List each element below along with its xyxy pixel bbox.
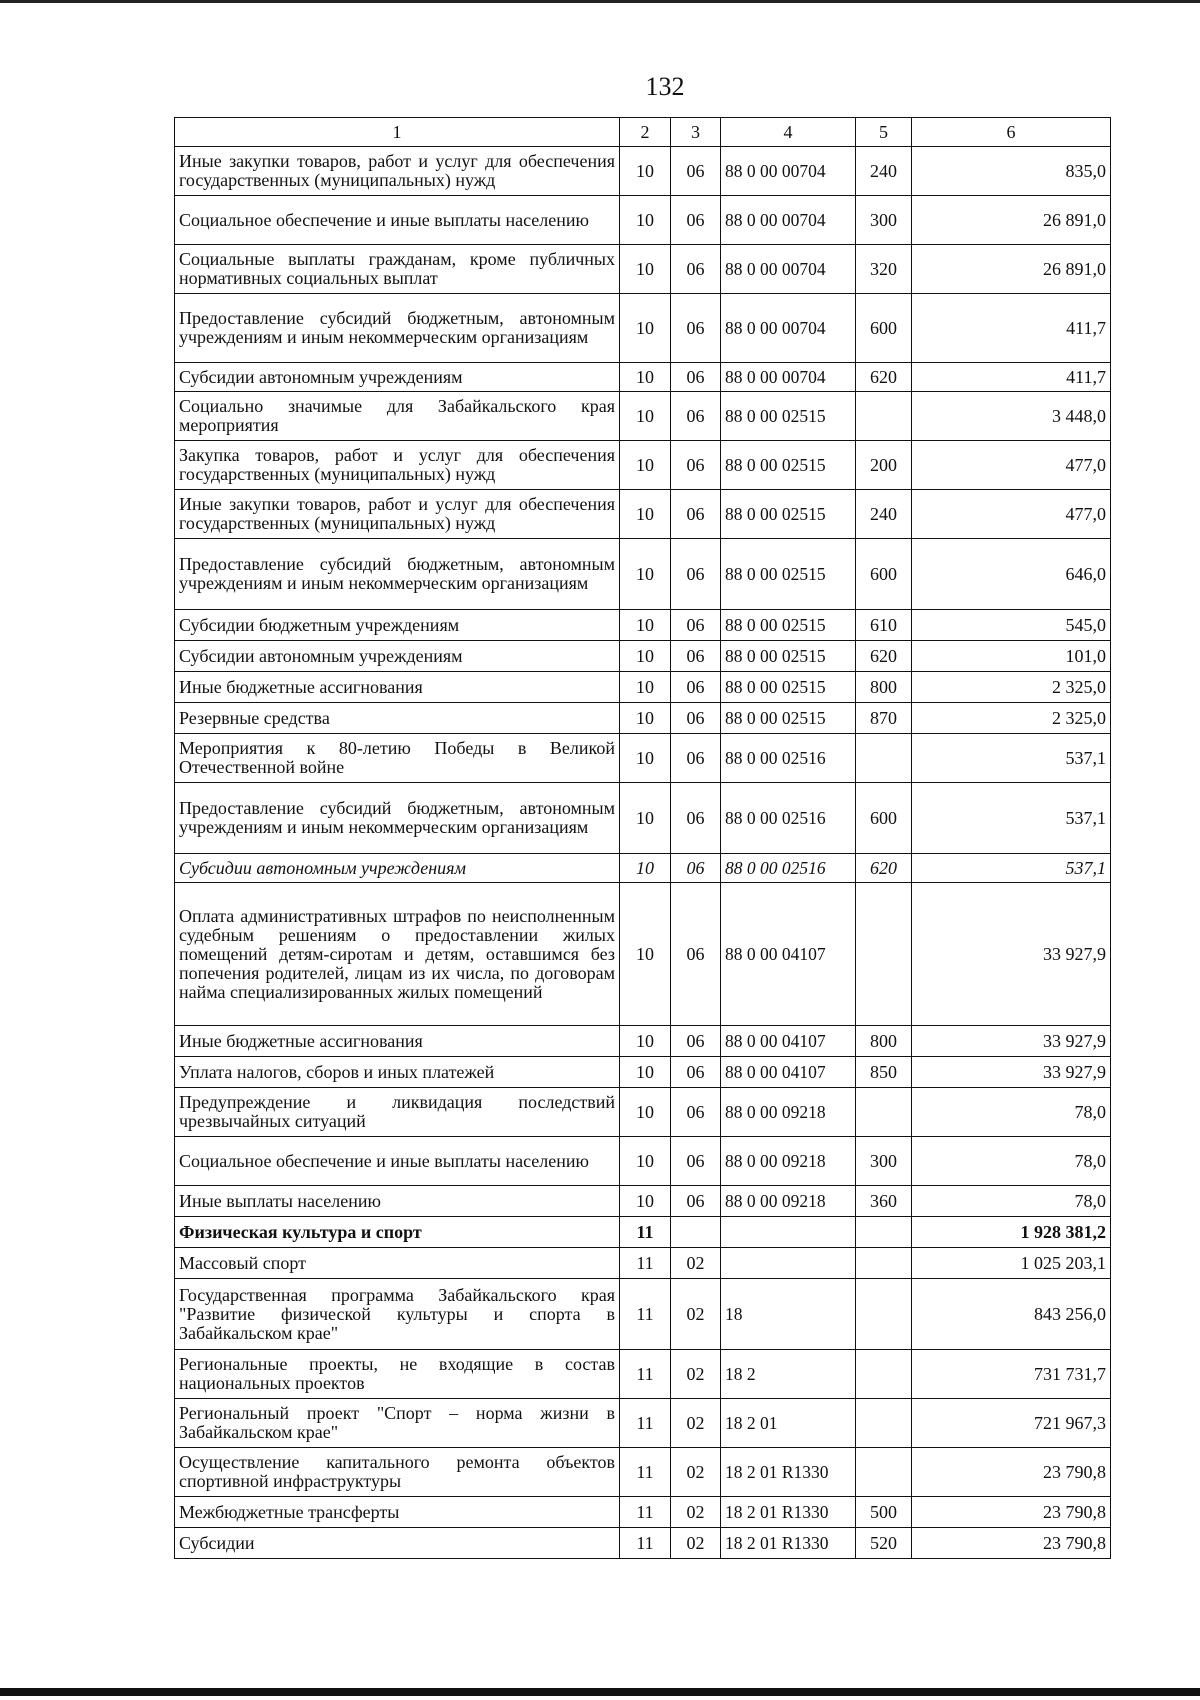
row-section-cell: 10 (620, 734, 671, 783)
row-expense-type-cell (856, 1088, 912, 1137)
row-target-article-cell (721, 1248, 856, 1279)
row-name-cell: Социальные выплаты гражданам, кроме публичных нормативных социальных выплат (175, 245, 620, 294)
row-target-article-cell: 88 0 00 02515 (721, 672, 856, 703)
row-target-article-cell: 88 0 00 00704 (721, 294, 856, 363)
row-expense-type-cell: 500 (856, 1497, 912, 1528)
row-expense-type-cell: 300 (856, 1137, 912, 1186)
row-amount-cell: 78,0 (912, 1088, 1111, 1137)
row-amount-cell: 1 025 203,1 (912, 1248, 1111, 1279)
row-target-article-cell: 18 2 01 R1330 (721, 1497, 856, 1528)
row-section-cell: 10 (620, 783, 671, 854)
row-amount-cell: 2 325,0 (912, 672, 1111, 703)
row-expense-type-cell: 360 (856, 1186, 912, 1217)
row-subsection-cell: 06 (671, 854, 721, 883)
row-subsection-cell: 06 (671, 294, 721, 363)
row-name-cell: Социально значимые для Забайкальского края мероприятия (175, 392, 620, 441)
row-name-cell: Закупка товаров, работ и услуг для обеспечения государственных (муниципальных) нужд (175, 441, 620, 490)
row-expense-type-cell: 240 (856, 490, 912, 539)
row-name-cell: Социальное обеспечение и иные выплаты населению (175, 1137, 620, 1186)
row-section-cell: 10 (620, 1088, 671, 1137)
row-expense-type-cell: 850 (856, 1057, 912, 1088)
table-row (175, 610, 1111, 641)
row-section-cell: 10 (620, 672, 671, 703)
row-expense-type-cell (856, 883, 912, 1026)
column-header-name: 1 (175, 118, 620, 147)
row-expense-type-cell (856, 1217, 912, 1248)
row-subsection-cell: 06 (671, 196, 721, 245)
table-row (175, 1137, 1111, 1186)
row-subsection-cell: 06 (671, 1137, 721, 1186)
row-name-cell: Иные бюджетные ассигнования (175, 672, 620, 703)
row-name-cell: Оплата административных штрафов по неисполненным судебным решениям о предоставлении жилых помещений детям-сиротам и детям, оставшимся без попечения родителей, лицам из их числа, по договорам найма специализированных жилых помещений (175, 883, 620, 1026)
row-subsection-cell (671, 1217, 721, 1248)
page-number: 132 (645, 72, 685, 101)
table-row (175, 783, 1111, 854)
row-name-cell: Осуществление капитального ремонта объектов спортивной инфраструктуры (175, 1448, 620, 1497)
table-row (175, 703, 1111, 734)
row-name-cell: Массовый спорт (175, 1248, 620, 1279)
row-target-article-cell: 88 0 00 02515 (721, 703, 856, 734)
row-expense-type-cell: 600 (856, 539, 912, 610)
row-section-cell: 10 (620, 1026, 671, 1057)
row-name-cell: Субсидии автономным учреждениям (175, 641, 620, 672)
budget-table (174, 117, 1111, 1559)
row-amount-cell: 2 325,0 (912, 703, 1111, 734)
row-subsection-cell: 02 (671, 1248, 721, 1279)
row-amount-cell: 23 790,8 (912, 1497, 1111, 1528)
row-section-cell: 11 (620, 1248, 671, 1279)
table-row (175, 1217, 1111, 1248)
row-name-cell: Физическая культура и спорт (175, 1217, 620, 1248)
row-target-article-cell: 18 2 (721, 1350, 856, 1399)
table-row (175, 245, 1111, 294)
column-header-target-article: 4 (721, 118, 856, 147)
row-target-article-cell: 88 0 00 04107 (721, 883, 856, 1026)
table-row (175, 1248, 1111, 1279)
table-row (175, 1057, 1111, 1088)
row-amount-cell: 721 967,3 (912, 1399, 1111, 1448)
row-subsection-cell: 02 (671, 1350, 721, 1399)
row-target-article-cell: 88 0 00 00704 (721, 147, 856, 196)
table-row (175, 1088, 1111, 1137)
row-name-cell: Иные закупки товаров, работ и услуг для обеспечения государственных (муниципальных) нужд (175, 147, 620, 196)
table-row (175, 1186, 1111, 1217)
column-header-section: 2 (620, 118, 671, 147)
table-row (175, 1399, 1111, 1448)
row-section-cell: 10 (620, 1057, 671, 1088)
row-subsection-cell: 02 (671, 1448, 721, 1497)
row-name-cell: Региональные проекты, не входящие в состав национальных проектов (175, 1350, 620, 1399)
row-section-cell: 10 (620, 539, 671, 610)
row-subsection-cell: 06 (671, 1088, 721, 1137)
row-section-cell: 10 (620, 441, 671, 490)
row-amount-cell: 411,7 (912, 363, 1111, 392)
row-amount-cell: 101,0 (912, 641, 1111, 672)
row-subsection-cell: 06 (671, 610, 721, 641)
table-row (175, 1279, 1111, 1350)
column-header-subsection: 3 (671, 118, 721, 147)
row-expense-type-cell: 800 (856, 672, 912, 703)
row-amount-cell: 843 256,0 (912, 1279, 1111, 1350)
row-amount-cell: 1 928 381,2 (912, 1217, 1111, 1248)
row-target-article-cell: 88 0 00 00704 (721, 245, 856, 294)
row-expense-type-cell: 300 (856, 196, 912, 245)
row-expense-type-cell: 610 (856, 610, 912, 641)
row-subsection-cell: 02 (671, 1279, 721, 1350)
row-expense-type-cell (856, 1399, 912, 1448)
row-expense-type-cell: 320 (856, 245, 912, 294)
table-row (175, 539, 1111, 610)
table-header-row (175, 118, 1111, 147)
row-expense-type-cell: 870 (856, 703, 912, 734)
table-row (175, 854, 1111, 883)
row-target-article-cell: 18 (721, 1279, 856, 1350)
row-section-cell: 10 (620, 610, 671, 641)
table-row (175, 1497, 1111, 1528)
row-target-article-cell: 88 0 00 02516 (721, 734, 856, 783)
row-subsection-cell: 06 (671, 539, 721, 610)
row-name-cell: Уплата налогов, сборов и иных платежей (175, 1057, 620, 1088)
row-amount-cell: 78,0 (912, 1137, 1111, 1186)
row-subsection-cell: 06 (671, 441, 721, 490)
row-subsection-cell: 06 (671, 245, 721, 294)
row-target-article-cell: 88 0 00 02515 (721, 490, 856, 539)
row-name-cell: Предоставление субсидий бюджетным, автономным учреждениям и иным некоммерческим организациям (175, 294, 620, 363)
row-name-cell: Субсидии автономным учреждениям (175, 854, 620, 883)
row-name-cell: Межбюджетные трансферты (175, 1497, 620, 1528)
row-target-article-cell: 88 0 00 09218 (721, 1186, 856, 1217)
row-section-cell: 10 (620, 703, 671, 734)
column-header-amount: 6 (912, 118, 1111, 147)
row-amount-cell: 26 891,0 (912, 196, 1111, 245)
row-target-article-cell: 88 0 00 04107 (721, 1057, 856, 1088)
table-body (175, 147, 1111, 1559)
row-subsection-cell: 06 (671, 363, 721, 392)
row-expense-type-cell (856, 1279, 912, 1350)
row-name-cell: Социальное обеспечение и иные выплаты населению (175, 196, 620, 245)
row-expense-type-cell: 600 (856, 783, 912, 854)
row-name-cell: Государственная программа Забайкальского края "Развитие физической культуры и спорта в Забайкальском крае" (175, 1279, 620, 1350)
row-target-article-cell (721, 1217, 856, 1248)
row-expense-type-cell: 200 (856, 441, 912, 490)
row-name-cell: Мероприятия к 80-летию Победы в Великой Отечественной войне (175, 734, 620, 783)
top-scan-border (0, 0, 1200, 3)
row-expense-type-cell: 620 (856, 641, 912, 672)
row-target-article-cell: 88 0 00 02515 (721, 641, 856, 672)
row-target-article-cell: 88 0 00 00704 (721, 363, 856, 392)
row-amount-cell: 537,1 (912, 854, 1111, 883)
row-section-cell: 11 (620, 1279, 671, 1350)
row-section-cell: 11 (620, 1217, 671, 1248)
row-amount-cell: 23 790,8 (912, 1528, 1111, 1559)
row-subsection-cell: 06 (671, 883, 721, 1026)
row-amount-cell: 537,1 (912, 734, 1111, 783)
table-row (175, 883, 1111, 1026)
row-amount-cell: 835,0 (912, 147, 1111, 196)
bottom-scan-border (0, 1688, 1200, 1696)
row-subsection-cell: 02 (671, 1399, 721, 1448)
row-target-article-cell: 88 0 00 02515 (721, 392, 856, 441)
table-row (175, 196, 1111, 245)
table-row (175, 672, 1111, 703)
row-amount-cell: 3 448,0 (912, 392, 1111, 441)
row-amount-cell: 33 927,9 (912, 1026, 1111, 1057)
row-expense-type-cell: 620 (856, 363, 912, 392)
row-section-cell: 11 (620, 1350, 671, 1399)
row-target-article-cell: 88 0 00 00704 (721, 196, 856, 245)
row-section-cell: 11 (620, 1448, 671, 1497)
row-section-cell: 10 (620, 883, 671, 1026)
row-subsection-cell: 06 (671, 1186, 721, 1217)
row-target-article-cell: 88 0 00 09218 (721, 1137, 856, 1186)
row-subsection-cell: 06 (671, 672, 721, 703)
row-amount-cell: 477,0 (912, 490, 1111, 539)
row-subsection-cell: 06 (671, 392, 721, 441)
row-target-article-cell: 88 0 00 02515 (721, 539, 856, 610)
table-row (175, 1026, 1111, 1057)
row-section-cell: 11 (620, 1528, 671, 1559)
row-name-cell: Иные закупки товаров, работ и услуг для обеспечения государственных (муниципальных) нужд (175, 490, 620, 539)
row-name-cell: Субсидии (175, 1528, 620, 1559)
row-target-article-cell: 88 0 00 02516 (721, 854, 856, 883)
row-amount-cell: 33 927,9 (912, 883, 1111, 1026)
row-section-cell: 11 (620, 1399, 671, 1448)
row-section-cell: 10 (620, 245, 671, 294)
table-row (175, 392, 1111, 441)
row-section-cell: 10 (620, 1186, 671, 1217)
row-subsection-cell: 06 (671, 490, 721, 539)
row-subsection-cell: 06 (671, 641, 721, 672)
table-row (175, 294, 1111, 363)
row-name-cell: Региональный проект "Спорт – норма жизни в Забайкальском крае" (175, 1399, 620, 1448)
row-amount-cell: 545,0 (912, 610, 1111, 641)
row-name-cell: Предоставление субсидий бюджетным, автономным учреждениям и иным некоммерческим организациям (175, 539, 620, 610)
row-expense-type-cell (856, 1448, 912, 1497)
row-subsection-cell: 06 (671, 703, 721, 734)
row-amount-cell: 23 790,8 (912, 1448, 1111, 1497)
row-target-article-cell: 88 0 00 02515 (721, 441, 856, 490)
row-amount-cell: 537,1 (912, 783, 1111, 854)
row-section-cell: 10 (620, 490, 671, 539)
row-subsection-cell: 06 (671, 734, 721, 783)
table-row (175, 147, 1111, 196)
row-name-cell: Резервные средства (175, 703, 620, 734)
row-section-cell: 10 (620, 641, 671, 672)
row-target-article-cell: 88 0 00 04107 (721, 1026, 856, 1057)
table-row (175, 1528, 1111, 1559)
row-subsection-cell: 06 (671, 783, 721, 854)
row-expense-type-cell: 240 (856, 147, 912, 196)
row-target-article-cell: 18 2 01 R1330 (721, 1528, 856, 1559)
row-amount-cell: 731 731,7 (912, 1350, 1111, 1399)
row-section-cell: 10 (620, 392, 671, 441)
column-header-expense-type: 5 (856, 118, 912, 147)
row-subsection-cell: 06 (671, 1026, 721, 1057)
row-subsection-cell: 02 (671, 1528, 721, 1559)
row-target-article-cell: 88 0 00 02515 (721, 610, 856, 641)
row-target-article-cell: 18 2 01 (721, 1399, 856, 1448)
row-amount-cell: 477,0 (912, 441, 1111, 490)
row-amount-cell: 411,7 (912, 294, 1111, 363)
row-section-cell: 11 (620, 1497, 671, 1528)
row-amount-cell: 78,0 (912, 1186, 1111, 1217)
table-row (175, 1448, 1111, 1497)
row-target-article-cell: 18 2 01 R1330 (721, 1448, 856, 1497)
row-amount-cell: 33 927,9 (912, 1057, 1111, 1088)
row-expense-type-cell (856, 1248, 912, 1279)
table-row (175, 1350, 1111, 1399)
row-subsection-cell: 02 (671, 1497, 721, 1528)
row-section-cell: 10 (620, 1137, 671, 1186)
row-subsection-cell: 06 (671, 147, 721, 196)
row-expense-type-cell: 800 (856, 1026, 912, 1057)
row-name-cell: Иные выплаты населению (175, 1186, 620, 1217)
table-row (175, 641, 1111, 672)
table-row (175, 734, 1111, 783)
table-row (175, 490, 1111, 539)
row-expense-type-cell: 620 (856, 854, 912, 883)
row-section-cell: 10 (620, 294, 671, 363)
row-expense-type-cell (856, 734, 912, 783)
row-section-cell: 10 (620, 363, 671, 392)
row-expense-type-cell: 600 (856, 294, 912, 363)
row-name-cell: Предупреждение и ликвидация последствий чрезвычайных ситуаций (175, 1088, 620, 1137)
row-expense-type-cell (856, 1350, 912, 1399)
row-expense-type-cell (856, 392, 912, 441)
row-subsection-cell: 06 (671, 1057, 721, 1088)
row-section-cell: 10 (620, 147, 671, 196)
row-amount-cell: 26 891,0 (912, 245, 1111, 294)
row-target-article-cell: 88 0 00 02516 (721, 783, 856, 854)
row-name-cell: Предоставление субсидий бюджетным, автономным учреждениям и иным некоммерческим организациям (175, 783, 620, 854)
row-section-cell: 10 (620, 854, 671, 883)
row-name-cell: Субсидии бюджетным учреждениям (175, 610, 620, 641)
row-name-cell: Иные бюджетные ассигнования (175, 1026, 620, 1057)
row-name-cell: Субсидии автономным учреждениям (175, 363, 620, 392)
row-target-article-cell: 88 0 00 09218 (721, 1088, 856, 1137)
row-expense-type-cell: 520 (856, 1528, 912, 1559)
row-section-cell: 10 (620, 196, 671, 245)
row-amount-cell: 646,0 (912, 539, 1111, 610)
table-row (175, 441, 1111, 490)
table-row (175, 363, 1111, 392)
